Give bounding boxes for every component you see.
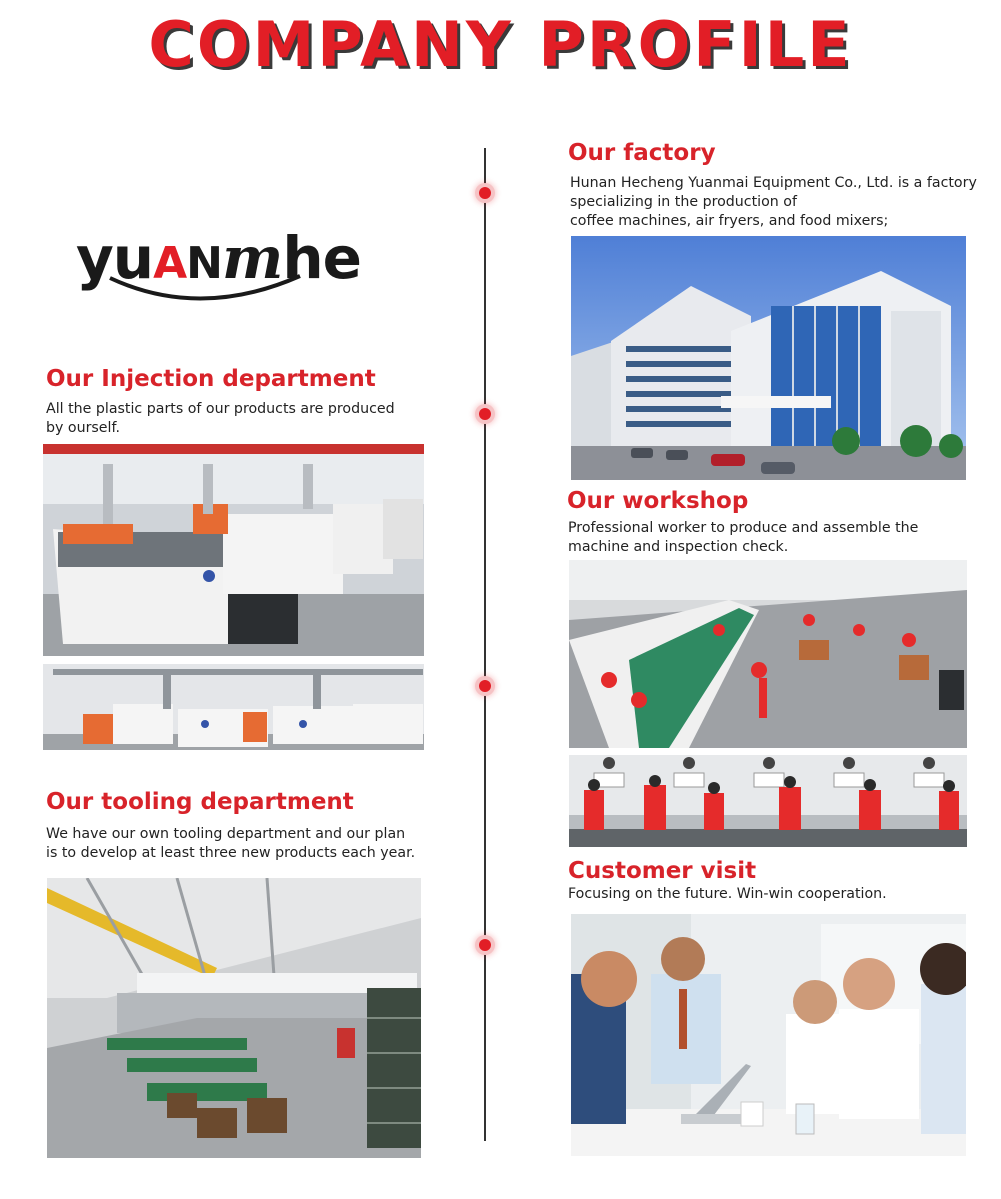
logo-part-1: yu <box>76 224 154 292</box>
factory-description <box>570 174 980 231</box>
workshop-title: Our workshop <box>567 488 749 514</box>
company-logo <box>70 220 390 310</box>
factory-text-line: Hunan Hecheng Yuanmai Equipment Co., Ltd. is a factory <box>570 175 977 191</box>
tooling-text-line: is to develop at least three new products each year. <box>46 845 416 861</box>
injection-text-line: by ourself. <box>46 420 120 436</box>
logo-swoosh-icon <box>70 220 390 310</box>
logo-part-3: N <box>186 238 222 289</box>
timeline-dot-injection <box>479 408 491 420</box>
workshop-inspection-photo <box>569 755 967 847</box>
customer-title: Customer visit <box>568 858 757 884</box>
customer-meeting-photo <box>571 914 966 1156</box>
page-title: COMPANY PROFILE <box>148 8 853 81</box>
injection-text-line: All the plastic parts of our products are produced <box>46 401 395 417</box>
injection-description <box>46 400 456 438</box>
workshop-description <box>568 519 978 557</box>
injection-machines-photo <box>43 444 424 656</box>
logo-part-5: he <box>282 224 362 292</box>
injection-title: Our Injection department <box>46 366 376 392</box>
tooling-description <box>46 825 466 863</box>
tooling-warehouse-photo <box>47 878 421 1158</box>
customer-description <box>568 885 988 904</box>
factory-building-photo <box>571 236 966 480</box>
tooling-text-line: We have our own tooling department and our plan <box>46 826 406 842</box>
workshop-text-line: Professional worker to produce and assemble the <box>568 520 919 536</box>
workshop-text-line: machine and inspection check. <box>568 539 789 555</box>
factory-title: Our factory <box>568 140 716 166</box>
timeline-dot-customer <box>479 939 491 951</box>
logo-part-4: m <box>222 224 283 292</box>
factory-text-line: coffee machines, air fryers, and food mixers; <box>570 213 889 229</box>
customer-text-line: Focusing on the future. Win-win cooperation. <box>568 886 887 902</box>
logo-part-2: A <box>153 238 187 289</box>
timeline-dot-factory <box>479 187 491 199</box>
injection-line-photo <box>43 664 424 750</box>
timeline-dot-workshop <box>479 680 491 692</box>
workshop-assembly-line-photo <box>569 560 967 748</box>
tooling-title: Our tooling department <box>46 789 354 815</box>
factory-text-line: specializing in the production of <box>570 194 797 210</box>
timeline-line <box>484 148 486 1141</box>
